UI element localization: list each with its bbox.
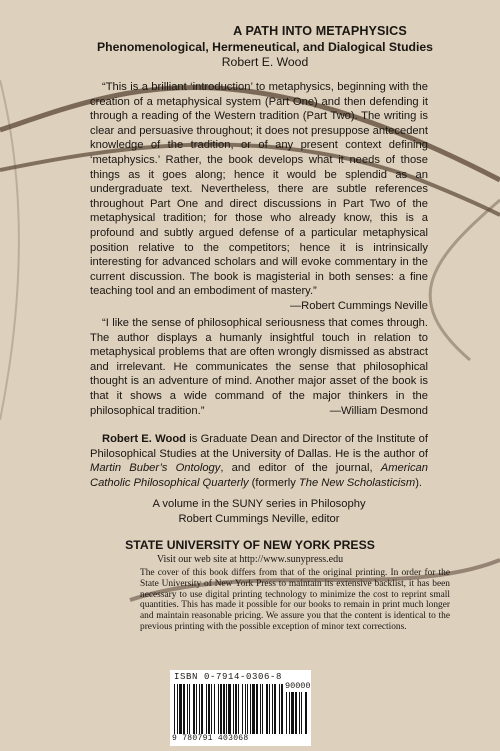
bio-text: is Graduate Dean and Director of the Institute of Philosophical Studies at the University of Dallas. He is the author of [90, 433, 428, 460]
bio-name: Robert E. Wood [102, 433, 186, 445]
author-bio [90, 432, 428, 490]
price-bars [286, 692, 308, 734]
blurb-attribution: —Robert Cummings Neville [289, 299, 428, 312]
bio-journal: American Catholic Philosophical Quarterly [90, 462, 428, 489]
blurb-1 [90, 80, 428, 314]
publisher-website: Visit our web site at http://www.sunypress.edu [156, 554, 344, 565]
bio-text: ). [415, 476, 423, 489]
book-subtitle: Phenomenological, Hermeneutical, and Dialogical Studies [97, 40, 433, 54]
bio-former-journal: The New Scholasticism [298, 476, 416, 489]
series-info [90, 497, 428, 526]
barcode-bars [174, 684, 284, 734]
blurb-text: “This is a brilliant ‘introduction’ to metaphysics, beginning with the creation of a metaphysical system (Part One) and then defending it through a reading of the Western tradition (Part Two). The writing is clear and persuasive throughout; it does not presuppose antecedent knowledge of the tradition, or of any present context defining ‘metaphysics.’ Rather, the book develops what it needs of those things as it goes along; hence it would be splendid as an undergraduate text. Nevertheless, there are subtle references throughout Part One and direct discussions in Part Two of the metaphysical tradition; for those who already know, this is a profound and subtly argued defense of a particular metaphysical position relative to the competitors; hence it is intrinsically interesting for advanced scholars and will evoke commentary in the current discussion. The book is magisterial in both senses: a fine teaching tool and an embodiment of mastery.” [90, 81, 428, 298]
blurb-2 [90, 316, 428, 418]
blurb-text: “I like the sense of philosophical seriousness that comes through. The author displays a humanly insightful touch in relation to metaphysical problems that are often wrongly dismissed as abstract and irrelevant. He communicates the sense that philosophical thought is an adventure of mind. Another major asset of the book is that it shows a wide command of the major thinkers in the philosophical tradition.” [90, 317, 428, 417]
bio-text: (formerly [248, 476, 299, 489]
series-editor: Robert Cummings Neville, editor [178, 512, 340, 525]
ean-digits: 9 780791 403068 [172, 734, 249, 743]
bio-text: , and editor of the journal, [220, 462, 381, 475]
book-title: A PATH INTO METAPHYSICS [233, 24, 407, 38]
printing-notice: The cover of this book differs from that of the original printing. In order for the State University of New York Press to maintain its extensive backlist, it has been necessary to use digital printing technology to minimize the cost to reprint small quantities. This has made it possible for our books to remain in print much longer and maintain reasonable pricing. We assure you that the content is identical to the previous printing with the possible exception of minor text corrections. [140, 568, 450, 632]
blurb-attribution: —William Desmond [329, 404, 428, 417]
series-line: A volume in the SUNY series in Philosophy [152, 498, 366, 510]
barcode [170, 670, 311, 746]
isbn-label: ISBN 0-7914-0306-8 [174, 672, 283, 682]
price-code: 90000 [285, 681, 311, 691]
bio-book: Martin Buber’s Ontology [90, 462, 221, 475]
publisher-name: STATE UNIVERSITY OF NEW YORK PRESS [125, 538, 375, 552]
book-author: Robert E. Wood [221, 55, 309, 69]
